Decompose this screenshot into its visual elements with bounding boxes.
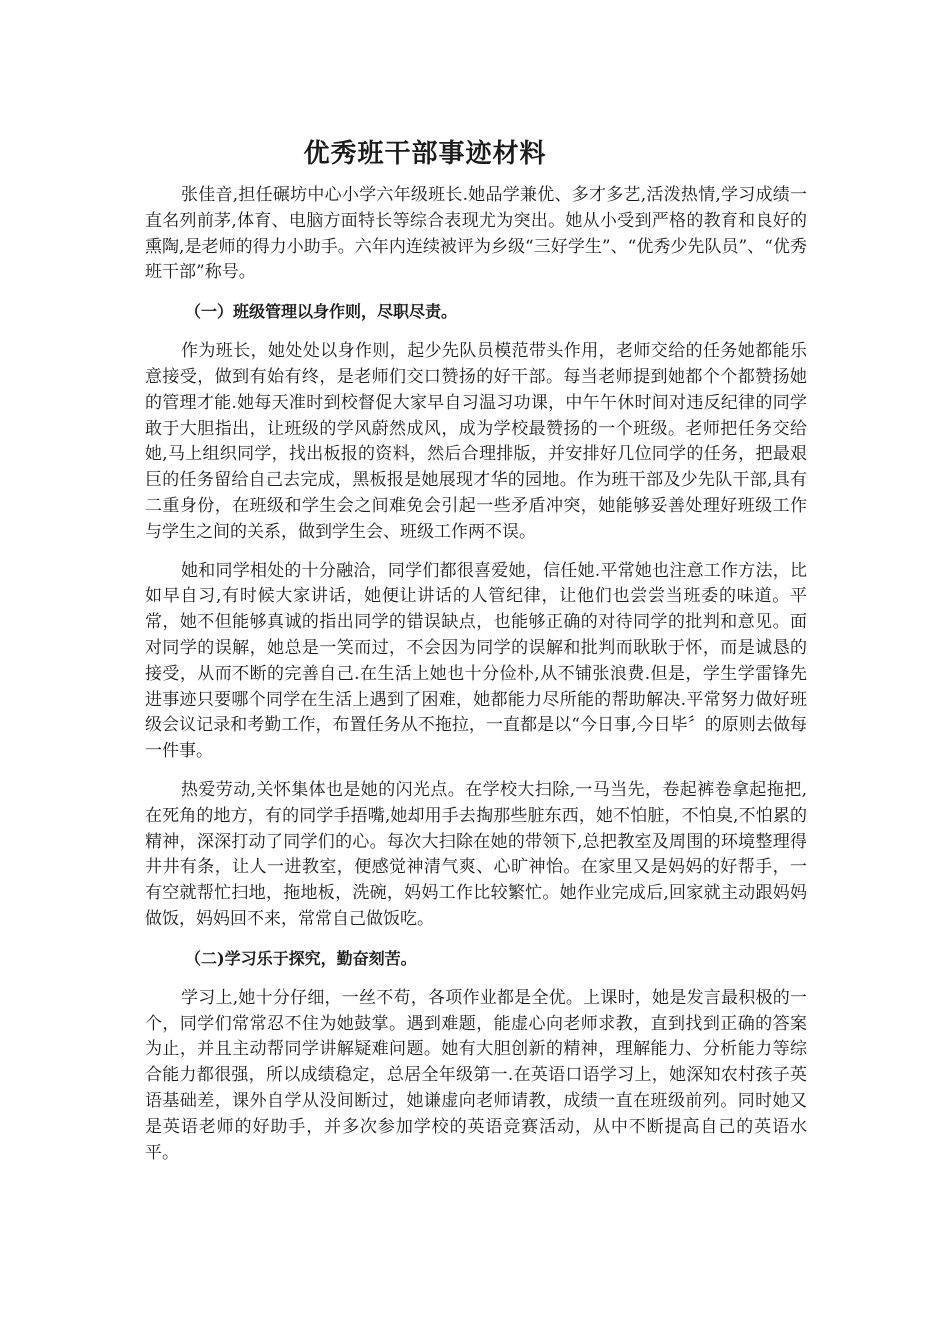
- document-body: [145, 183, 807, 1179]
- section-2-paragraph-1: 学习上,她十分仔细，一丝不苟，各项作业都是全优。上课时，她是发言最积极的一个，同学们常常忍不住为她鼓掌。遇到难题，能虚心向老师求教，直到找到正确的答案为止，并且主动帮同学讲解疑难问题。她有大胆创新的精神，理解能力、分析能力等综合能力都很强，所以成绩稳定，总居全年级第一.在英语口语学习上，她深知农村孩子英语基础差，课外自学从没间断过，她谦虚向老师请教，成绩一直在班级前列。同时她又是英语老师的好助手，并多次参加学校的英语竞赛活动，从中不断提高自己的英语水平。: [145, 987, 807, 1163]
- section-1-paragraph-1: 作为班长，她处处以身作则，起少先队员模范带头作用，老师交给的任务她都能乐意接受，做到有始有终，是老师们交口赞扬的好干部。每当老师提到她都个个都赞扬她的管理才能.她每天准时到校督促大家早自习温习功课，中午午休时间对违反纪律的同学敢于大胆指出，让班级的学风蔚然成风，成为学校最赞扬的一个班级。老师把任务交给她,马上组织同学，找出板报的资料，然后合理排版，并安排好几位同学的任务，把最艰巨的任务留给自己去完成，黑板报是她展现才华的园地。作为班干部及少先队干部,具有二重身份，在班级和学生会之间难免会引起一些矛盾冲突，她能够妥善处理好班级工作与学生之间的关系，做到学生会、班级工作两不误。: [145, 341, 807, 542]
- section-1-paragraph-3: 热爱劳动,关怀集体也是她的闪光点。在学校大扫除,一马当先，卷起裤卷拿起拖把,在死角的地方，有的同学手捂嘴,她却用手去掏那些脏东西，她不怕脏，不怕臭,不怕累的精神，深深打动了同学们的心。每次大扫除在她的带领下,总把教室及周围的环境整理得井井有条，让人一进教室，便感觉神清气爽、心旷神怡。在家里又是妈妈的好帮手，一有空就帮忙扫地，拖地板，洗碗，妈妈工作比较繁忙。她作业完成后,回家就主动跟妈妈做饭，妈妈回不来，常常自己做饭吃。: [145, 779, 807, 929]
- intro-paragraph: 张佳音,担任碾坊中心小学六年级班长.她品学兼优、多才多艺,活泼热情,学习成绩一直名列前茅,体育、电脑方面特长等综合表现尤为突出。她从小受到严格的教育和良好的熏陶,是老师的得力小助手。六年内连续被评为乡级“三好学生”、“优秀少先队员”、“优秀班干部”称号。: [145, 185, 807, 283]
- document-title: 优秀班干部事迹材料: [303, 139, 547, 169]
- section-1-heading: （一）班级管理以身作则，尽职尽责。: [185, 302, 458, 322]
- section-2-heading: （二)学习乐于探究，勤奋刻苦。: [185, 948, 417, 968]
- section-1-paragraph-2: 她和同学相处的十分融洽，同学们都很喜爱她，信任她.平常她也注意工作方法，比如早自习,有时候大家讲话，她便让讲话的人管纪律，让他们也尝尝当班委的味道。平常，她不但能够真诚的指出同学的错误缺点，也能够正确的对待同学的批判和意见。面对同学的误解，她总是一笑而过，不会因为同学的误解和批判而耿耿于怀，而是诚恳的接受，从而不断的完善自己.在生活上她也十分俭朴,从不铺张浪费.但是，学生学雷锋先进事迹只要哪个同学在生活上遇到了困难，她都能力尽所能的帮助解决.平常努力做好班级会议记录和考勤工作，布置任务从不拖拉，一直都是以“今日事,今日毕〞的原则去做每一件事。: [145, 560, 807, 762]
